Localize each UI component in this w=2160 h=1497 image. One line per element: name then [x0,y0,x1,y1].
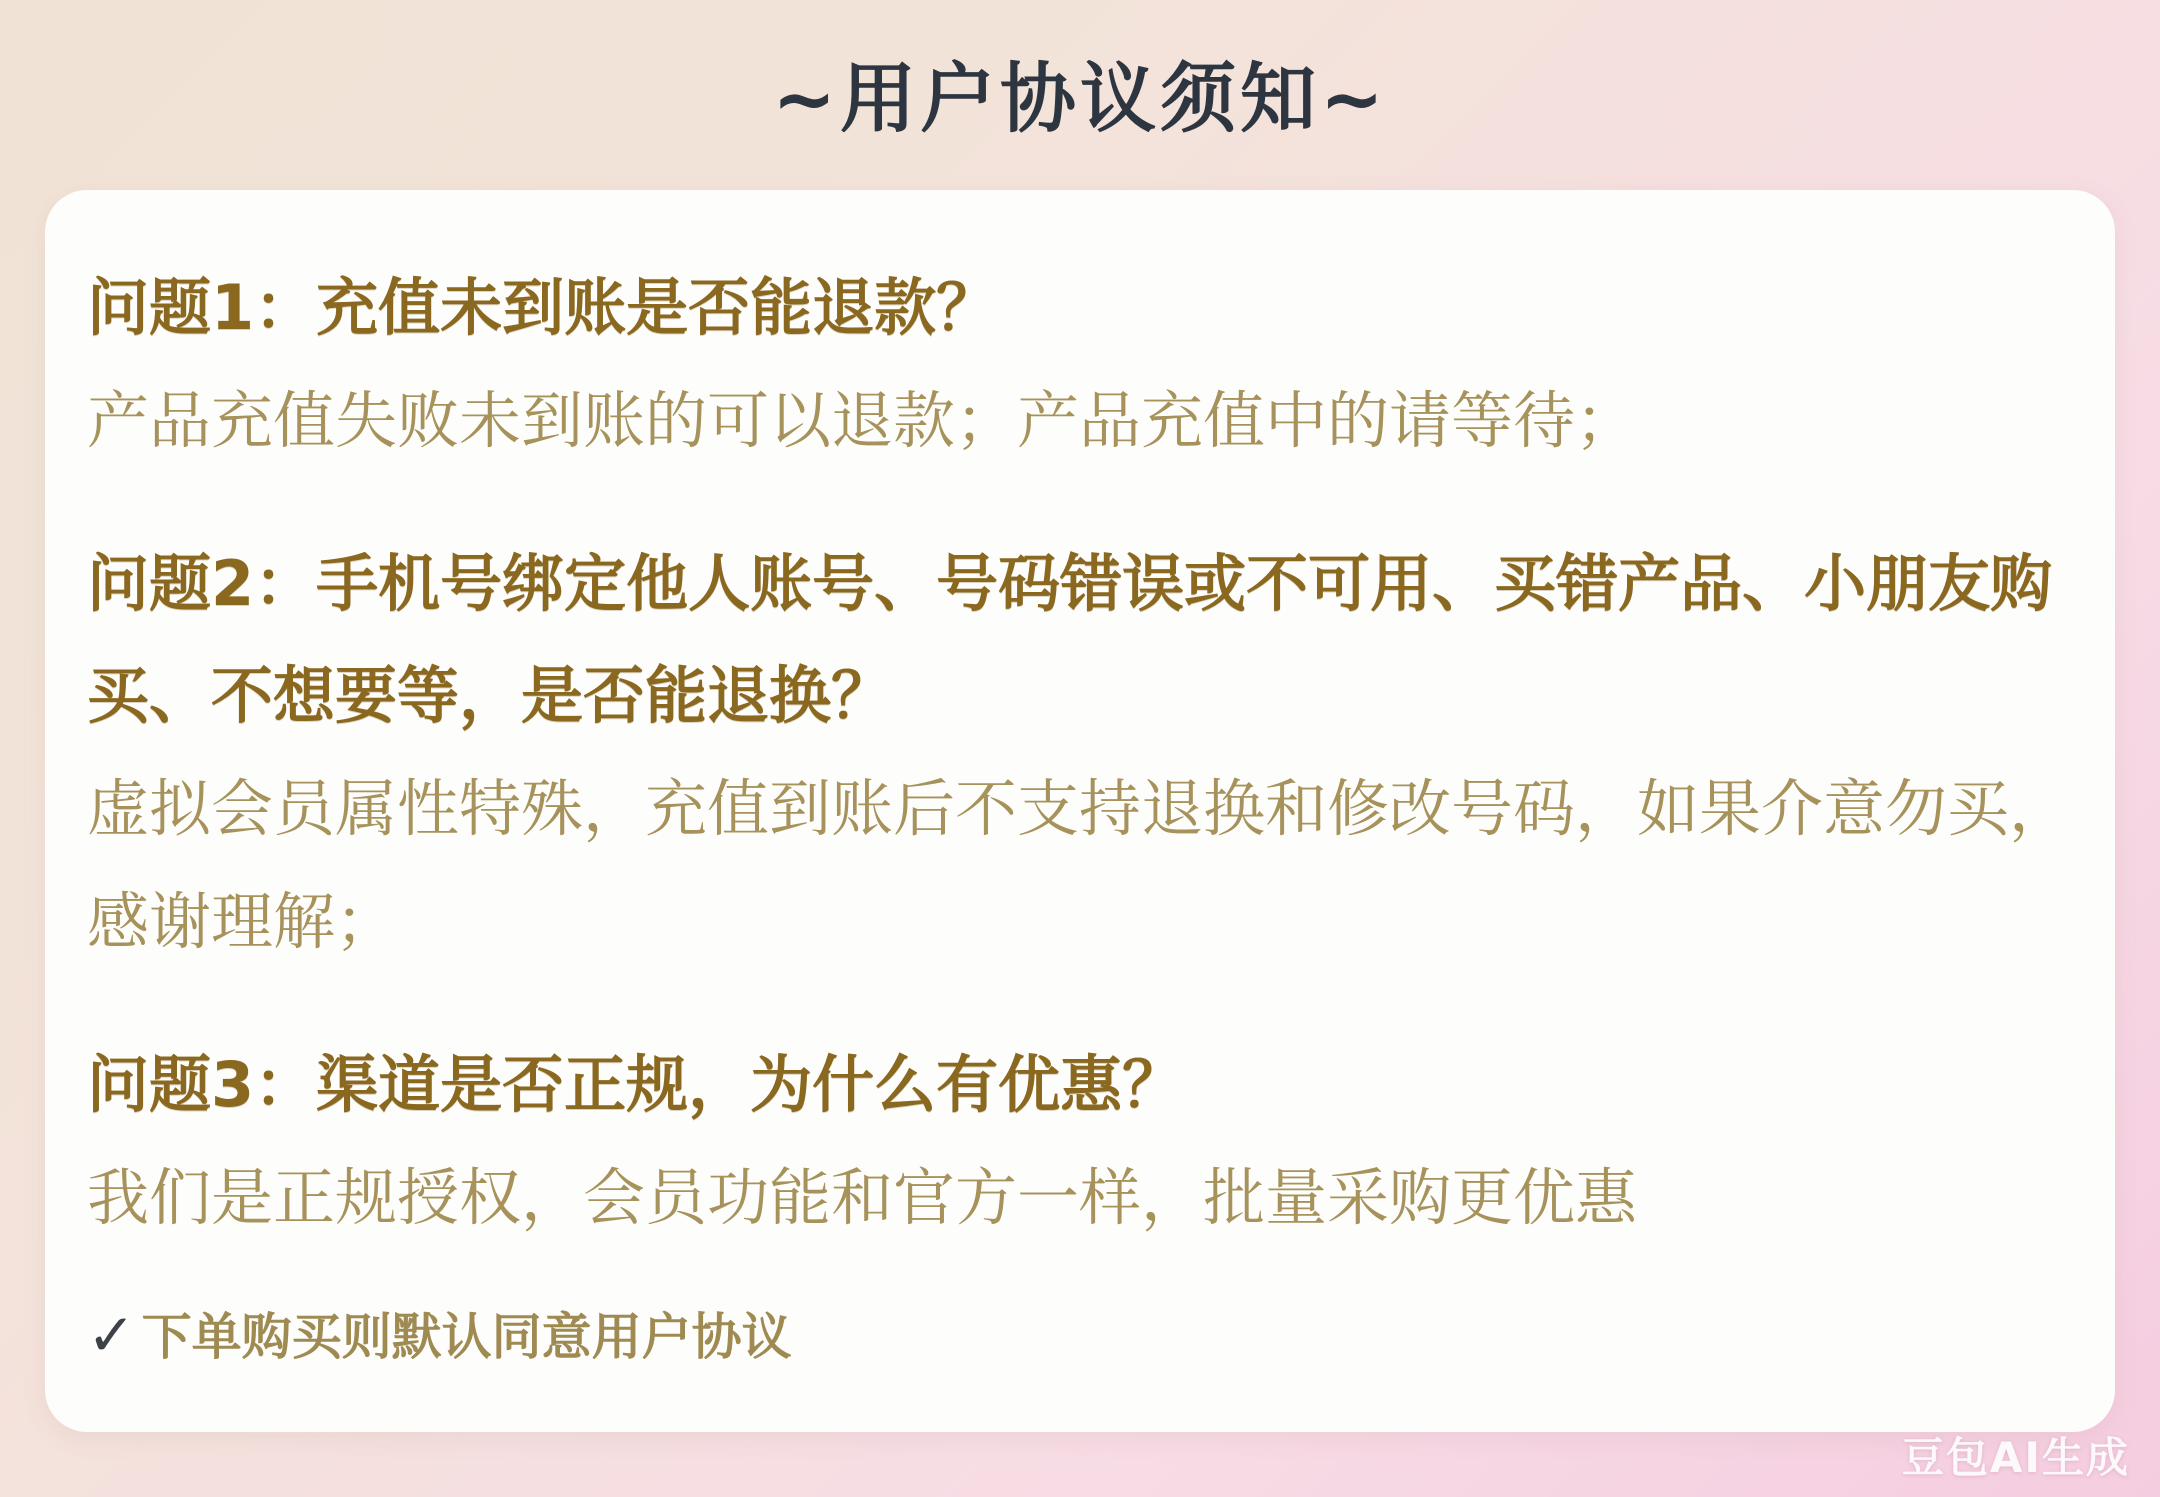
faq-answer-3: 我们是正规授权，会员功能和官方一样，批量采购更优惠 [87,1160,1638,1234]
checkmark-icon: ✓ [87,1300,136,1369]
faq-question-1: 问题1：充值未到账是否能退款？ [87,271,999,344]
faq-item-2 [87,528,2073,979]
watermark: 豆包AI生成 [1901,1433,2130,1482]
agreement-confirmation-label: 下单购买则默认同意用户协议 [141,1307,792,1366]
faq-answer-2: 虚拟会员属性特殊，充值到账后不支持退换和修改号码，如果介意勿买，感谢理解； [87,772,2072,959]
faq-item-1 [87,252,2073,478]
faq-item-3 [87,1029,2073,1255]
agreement-card [45,190,2115,1432]
faq-question-2: 问题2：手机号绑定他人账号、号码错误或不可用、买错产品、小朋友购买、不想要等，是否能退换？ [87,546,2053,733]
page-title: ~用户协议须知~ [772,54,1388,143]
faq-answer-1: 产品充值失败未到账的可以退款；产品充值中的请等待； [87,383,1638,457]
faq-question-3: 问题3：渠道是否正规，为什么有优惠？ [87,1047,1185,1121]
agreement-confirmation [87,1297,2073,1369]
